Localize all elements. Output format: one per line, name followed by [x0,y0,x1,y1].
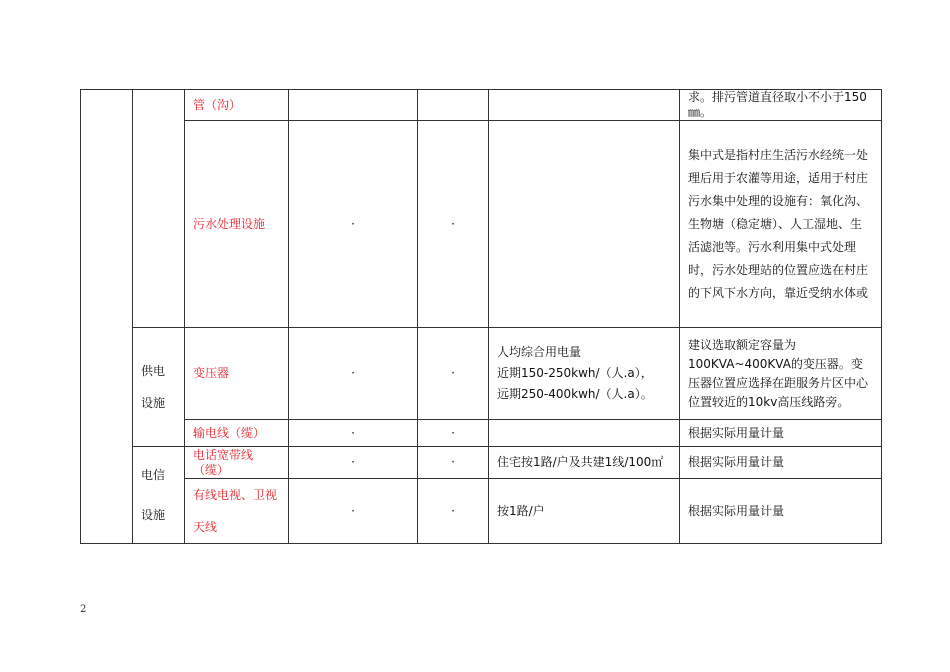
page-number: 2 [80,604,87,615]
facilities-table [80,89,882,544]
notes-phone: 根据实际用量计量 [680,447,882,479]
mark-tv-2: · [418,479,489,544]
notes-tv: 根据实际用量计量 [680,479,882,544]
mark-transformer-2: · [418,328,489,420]
mark-power-line-2: · [418,420,489,447]
table-row-pipe [81,90,882,121]
standard-phone: 住宅按1路/户及共建1线/100㎡ [489,447,680,479]
standard-transformer: 人均综合用电量 近期150-250kwh/（人.a）， 远期250-400kwh/（人.a）。 [489,328,680,420]
mark-transformer-1: · [289,328,418,420]
standard-tv: 按1路/户 [489,479,680,544]
table-row-transformer [81,328,882,420]
mark-tv-1: · [289,479,418,544]
mark-power-line-1: · [289,420,418,447]
item-tv: 有线电视、卫视天线 [185,479,289,544]
table-row-power-line [81,420,882,447]
item-sewage: 污水处理设施 [185,121,289,328]
notes-transformer: 建议选取额定容量为100KVA~400KVA的变压器。变压器位置应选择在距服务片区中心位置较近的10kv高压线路旁。 [680,328,882,420]
table-row-tv [81,479,882,544]
notes-sewage: 集中式是指村庄生活污水经统一处理后用于农灌等用途，适用于村庄污水集中处理的设施有：氧化沟、生物塘（稳定塘）、人工湿地、生活滤池等。污水利用集中式处理时，污水处理站的位置应选在村庄的下风下水方向，靠近受纳水体或 [680,121,882,328]
item-transformer: 变压器 [185,328,289,420]
mark-sewage-2: · [418,121,489,328]
notes-power-line: 根据实际用量计量 [680,420,882,447]
item-power-line: 输电线（缆） [185,420,289,447]
mark-sewage-1: · [289,121,418,328]
table-row-sewage [81,121,882,328]
subcategory-cell-empty [133,90,185,328]
item-phone: 电话宽带线（缆） [185,447,289,479]
notes-pipe: 求。排污管道直径取小不小于150㎜。 [680,90,882,121]
table-row-phone [81,447,882,479]
mark-phone-2: · [418,447,489,479]
category-telecom: 电信设施 [133,447,185,544]
mark-phone-1: · [289,447,418,479]
category-power: 供电设施 [133,328,185,447]
category-cell-empty [81,90,133,544]
item-pipe: 管（沟） [185,90,289,121]
